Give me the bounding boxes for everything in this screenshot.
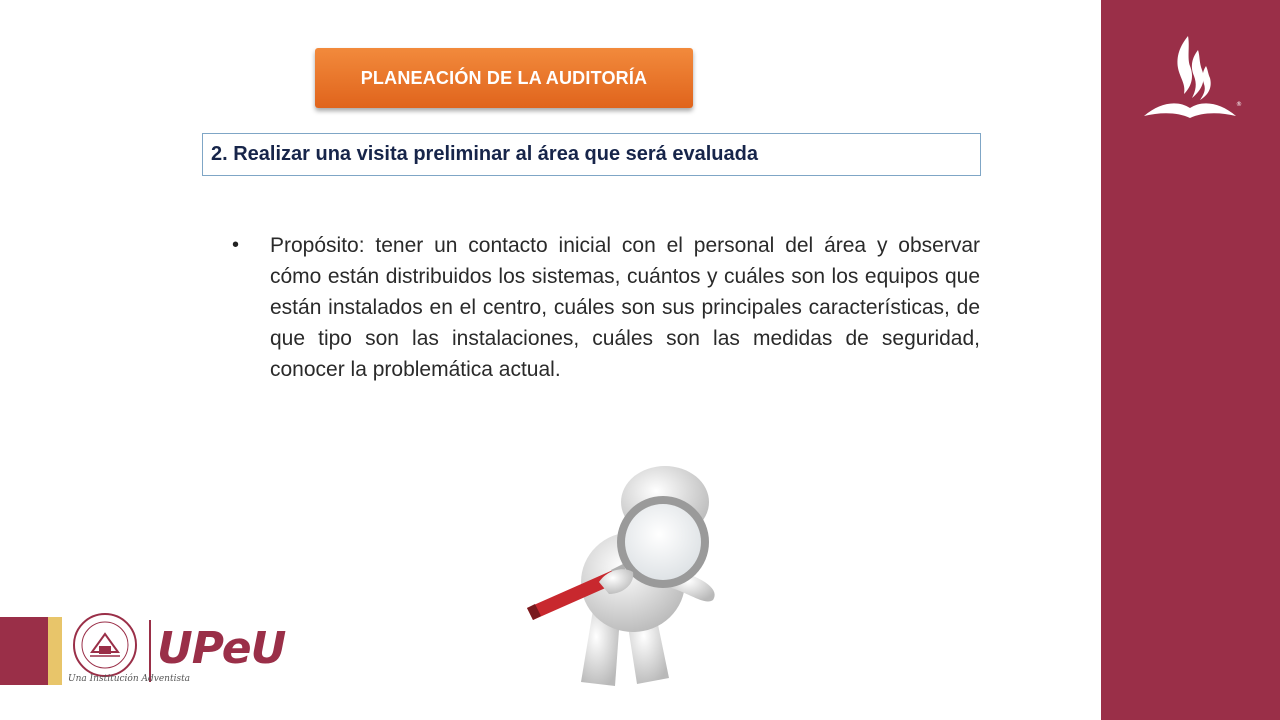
brand-bar-gold [48, 617, 62, 685]
section-title-banner: PLANEACIÓN DE LA AUDITORÍA [315, 48, 693, 108]
university-motto: Una Institución Adventista [68, 674, 191, 684]
university-seal-icon [72, 612, 138, 678]
step-title: 2. Realizar una visita preliminar al área que será evaluada [211, 143, 758, 165]
svg-text:®: ® [1236, 101, 1242, 108]
bullet-icon: • [232, 234, 240, 256]
university-name: UPeU [157, 623, 286, 674]
purpose-list-item [232, 230, 980, 385]
step-heading [202, 133, 981, 176]
figure-with-magnifying-glass-icon [515, 460, 755, 695]
adventist-logo-icon [1140, 32, 1240, 122]
brand-divider [149, 620, 151, 682]
purpose-text: Propósito: tener un contacto inicial con el personal del área y observar cómo están distribuidos los sistemas, cuántos y cuáles son los equipos que están instalados en el centro, cuáles son sus principales características, de que tipo son las instalaciones, cuáles son las medidas de seguridad, conocer la problemática actual. [270, 234, 980, 381]
brand-bar-maroon [0, 617, 48, 685]
